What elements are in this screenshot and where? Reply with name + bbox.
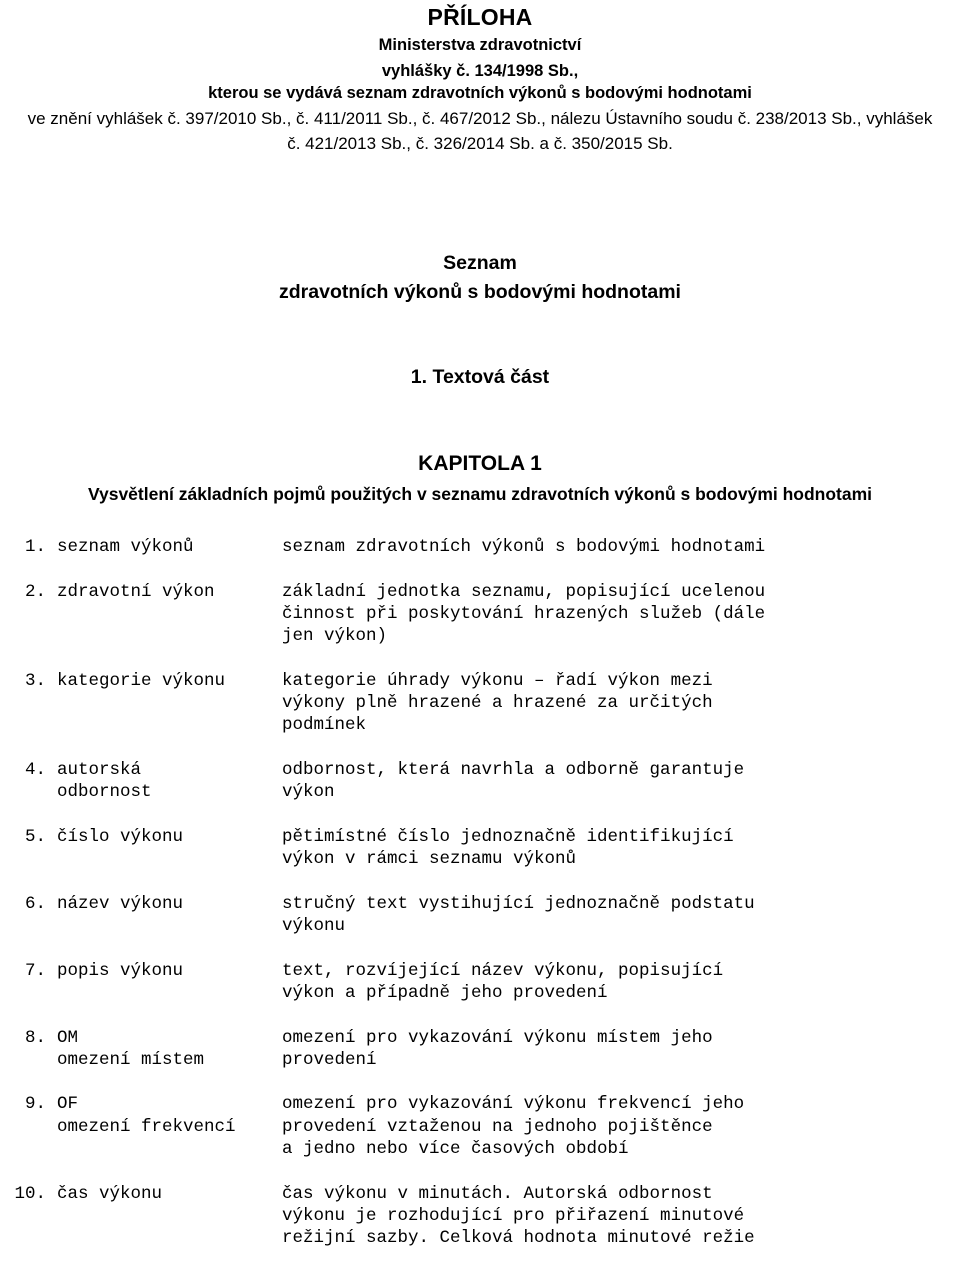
- definition-item: [0, 1183, 960, 1250]
- chapter-title: KAPITOLA 1: [418, 452, 542, 475]
- definition-item: [0, 536, 960, 558]
- definition-description: základní jednotka seznamu, popisující ucelenou činnost při poskytování hrazených služeb (dále jen výkon): [282, 581, 766, 647]
- purpose-line: kterou se vydává seznam zdravotních výkonů s bodovými hodnotami: [208, 84, 752, 102]
- definition-description: stručný text vystihující jednoznačně podstatu výkonu: [282, 893, 755, 937]
- definition-item: [0, 960, 960, 1005]
- amendments-line-1: ve znění vyhlášek č. 397/2010 Sb., č. 411/2011 Sb., č. 467/2012 Sb., nálezu Ústavního soudu č. 238/2013 Sb., vyhlášek: [27, 109, 933, 128]
- definition-term: kategorie výkonu: [57, 670, 226, 691]
- definition-item: [0, 1027, 960, 1072]
- definition-description: kategorie úhrady výkonu – řadí výkon mezi výkony plně hrazené a hrazené za určitých podmínek: [282, 670, 713, 736]
- definition-description: čas výkonu v minutách. Autorská odbornost výkonu je rozhodující pro přiřazení minutové režijní sazby. Celková hodnota minutové režie: [282, 1183, 755, 1249]
- definition-term: zdravotní výkon: [57, 581, 215, 602]
- definition-term: popis výkonu: [57, 960, 184, 981]
- definition-term: seznam výkonů: [57, 537, 194, 557]
- amendments-line-2: č. 421/2013 Sb., č. 326/2014 Sb. a č. 350/2015 Sb.: [287, 134, 673, 153]
- definition-term: OM omezení místem: [57, 1027, 205, 1070]
- definition-number: 3.: [24, 670, 46, 691]
- list-heading-line-2: zdravotních výkonů s bodovými hodnotami: [279, 281, 681, 303]
- definition-number: 10.: [14, 1183, 46, 1204]
- definition-number: 1.: [24, 537, 46, 557]
- definition-description: omezení pro vykazování výkonu frekvencí jeho provedení vztaženou na jednoho pojištěnce a jedno nebo více časových období: [282, 1094, 745, 1160]
- definition-item: [0, 581, 960, 648]
- definition-number: 6.: [24, 893, 46, 914]
- definition-description: pětimístné číslo jednoznačně identifikující výkon v rámci seznamu výkonů: [282, 826, 734, 870]
- definition-number: 9.: [24, 1094, 46, 1115]
- definition-description: odbornost, která navrhla a odborně garantuje výkon: [282, 759, 745, 803]
- document-title: PŘÍLOHA: [427, 4, 533, 30]
- definition-description: text, rozvíjející název výkonu, popisující výkon a případně jeho provedení: [282, 960, 724, 1003]
- definition-item: [0, 670, 960, 737]
- definition-number: 2.: [24, 581, 46, 602]
- ministry-line: Ministerstva zdravotnictví: [378, 36, 582, 54]
- definition-number: 7.: [24, 960, 46, 981]
- part-heading: 1. Textová část: [410, 366, 550, 388]
- definition-item: [0, 1093, 960, 1160]
- definition-number: 8.: [24, 1027, 46, 1048]
- definitions-list: [0, 536, 960, 1272]
- decree-line: vyhlášky č. 134/1998 Sb.,: [381, 62, 579, 80]
- definition-number: 5.: [24, 826, 46, 847]
- chapter-subtitle: Vysvětlení základních pojmů použitých v seznamu zdravotních výkonů s bodovými hodnotami: [87, 484, 873, 504]
- definition-item: [0, 826, 960, 871]
- definition-item: [0, 759, 960, 804]
- definition-description: omezení pro vykazování výkonu místem jeho provedení: [282, 1027, 713, 1070]
- definition-term: čas výkonu: [57, 1183, 163, 1204]
- definition-term: číslo výkonu: [57, 826, 184, 847]
- definition-item: [0, 893, 960, 938]
- definition-term: autorská odbornost: [57, 759, 152, 803]
- list-heading-line-1: Seznam: [443, 252, 517, 274]
- definition-description: seznam zdravotních výkonů s bodovými hodnotami: [282, 537, 766, 557]
- definition-number: 4.: [24, 759, 46, 780]
- definition-term: název výkonu: [57, 893, 184, 914]
- definition-term: OF omezení frekvencí: [57, 1094, 236, 1137]
